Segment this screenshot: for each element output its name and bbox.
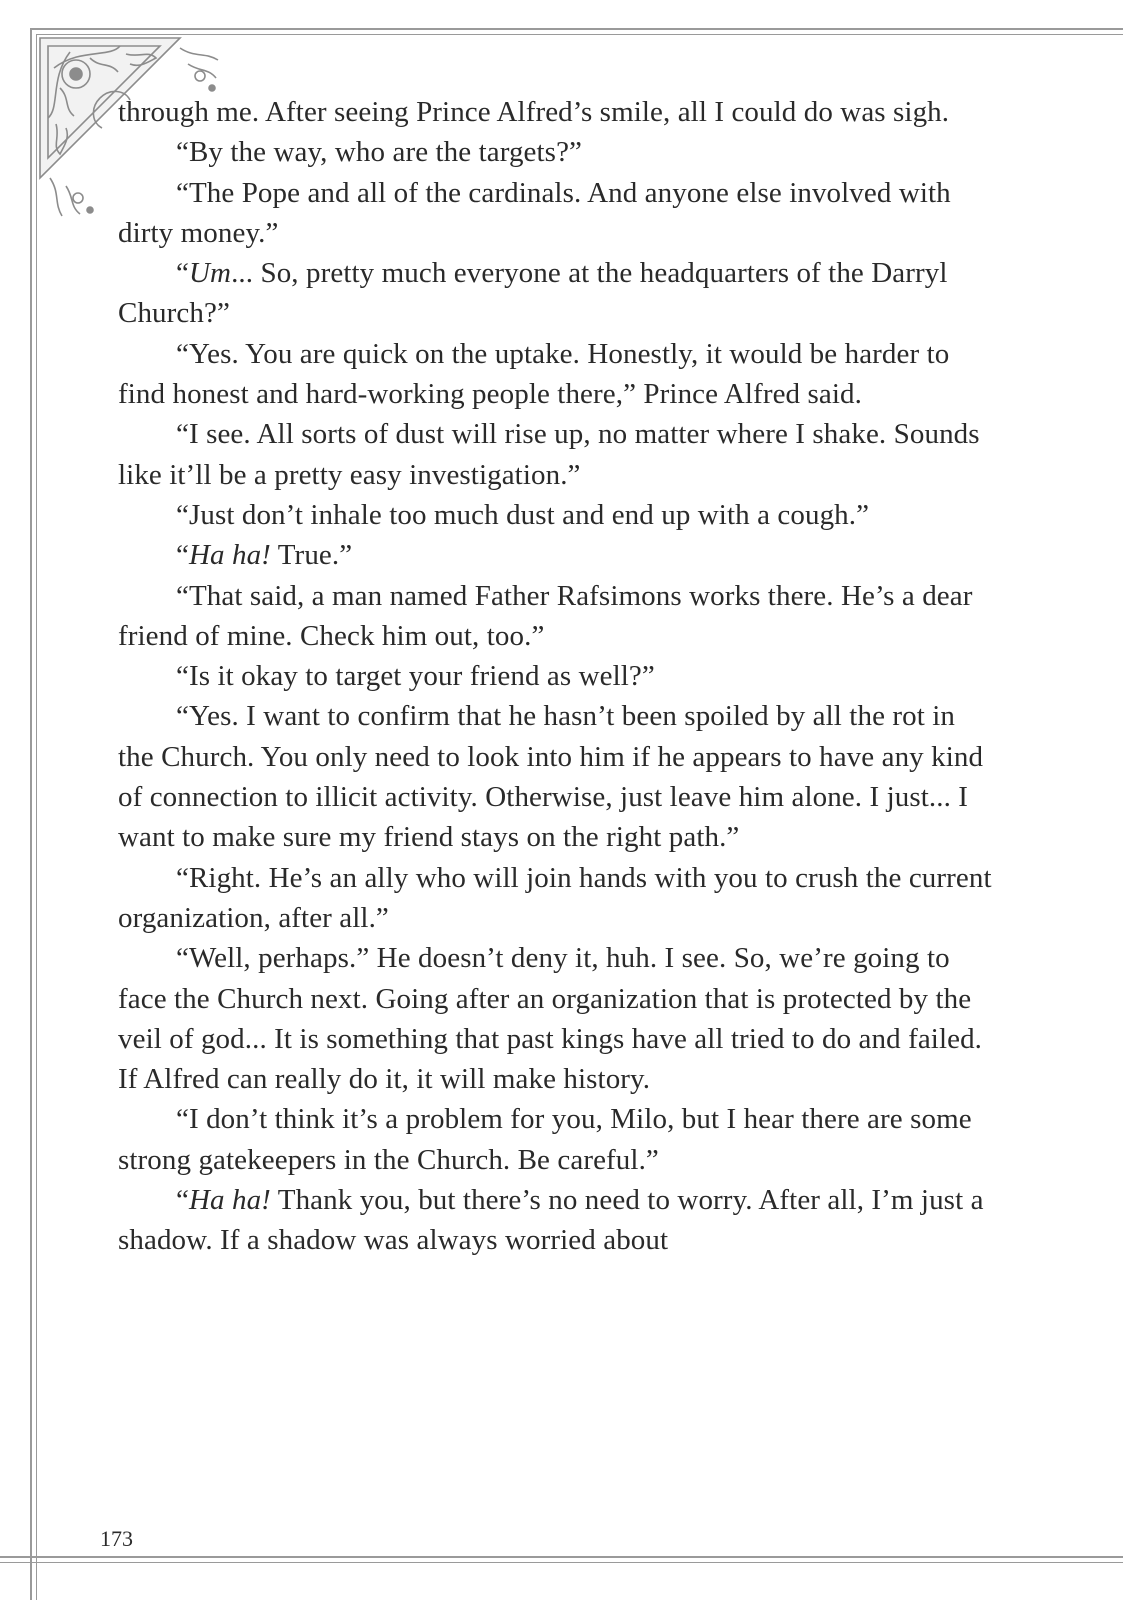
italic-text: Um (188, 257, 232, 290)
paragraph (118, 414, 998, 495)
paragraph (118, 334, 998, 415)
paragraph (118, 1180, 998, 1261)
text-run: “Is it okay to target your friend as well?” (176, 660, 655, 693)
text-run: “ (176, 539, 189, 572)
page-number: 173 (100, 1526, 133, 1551)
text-run: “That said, a man named Father Rafsimons works there. He’s a dear friend of mine. Check him out, too.” (118, 579, 973, 652)
text-run: “ (176, 257, 189, 290)
text-run: “Yes. You are quick on the uptake. Honestly, it would be harder to find honest and hard-working people there,” Prince Alfred said. (118, 337, 950, 411)
paragraph (118, 253, 998, 334)
frame-left-inner (36, 34, 37, 1600)
text-run: “ (176, 1184, 189, 1217)
text-run: “I see. All sorts of dust will rise up, no matter where I shake. Sounds like it’ll be a pretty easy investigation.” (118, 418, 980, 491)
frame-bottom-inner (0, 1562, 1123, 1563)
text-run: True.” (270, 539, 353, 572)
paragraph (118, 696, 998, 857)
paragraph (118, 576, 998, 657)
paragraph (118, 858, 998, 939)
text-run: ... So, pretty much everyone at the headquarters of the Darryl Church?” (118, 257, 948, 330)
paragraph (118, 938, 998, 1099)
text-run: “Just don’t inhale too much dust and end up with a cough.” (176, 498, 870, 531)
paragraph (118, 132, 998, 172)
paragraph (118, 1099, 998, 1180)
text-run: “By the way, who are the targets?” (176, 136, 583, 169)
text-run: “Well, perhaps.” He doesn’t deny it, huh. I see. So, we’re going to face the Church next. Going after an organization that is protected by the veil of god... It is something that past kings have all tried to do and failed. If Alfred can really do it, it will make history. (118, 942, 983, 1096)
italic-text: Ha ha! (188, 1184, 271, 1217)
text-run: “The Pope and all of the cardinals. And anyone else involved with dirty money.” (118, 176, 951, 249)
paragraph (118, 92, 998, 132)
text-run: Thank you, but there’s no need to worry. After all, I’m just a shadow. If a shadow was always worried about (118, 1184, 984, 1257)
paragraph (118, 495, 998, 535)
body-text (118, 92, 998, 1261)
text-run: through me. After seeing Prince Alfred’s smile, all I could do was sigh. (118, 96, 950, 128)
italic-text: Ha ha! (188, 539, 271, 572)
text-run: “Yes. I want to confirm that he hasn’t been spoiled by all the rot in the Church. You only need to look into him if he appears to have any kind of connection to illicit activity. Otherwise, just leave him alone. I just... I want to make sure my friend stays on the right path.” (118, 700, 984, 854)
frame-bottom-outer (0, 1556, 1123, 1558)
text-run: “I don’t think it’s a problem for you, Milo, but I hear there are some strong gatekeepers in the Church. Be careful.” (118, 1103, 972, 1176)
frame-left-outer (30, 28, 32, 1600)
text-run: “Right. He’s an ally who will join hands with you to crush the current organization, after all.” (118, 861, 992, 934)
paragraph (118, 173, 998, 254)
paragraph (118, 535, 998, 575)
paragraph (118, 656, 998, 696)
